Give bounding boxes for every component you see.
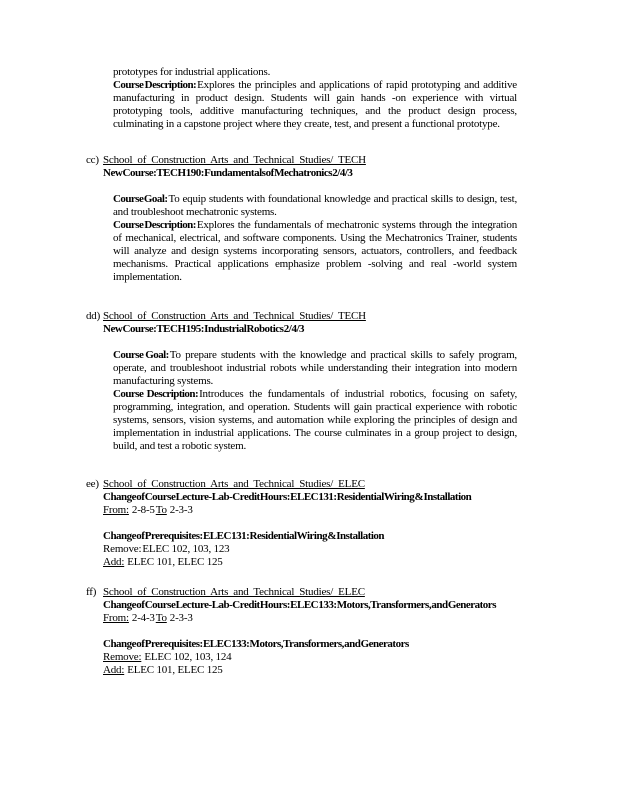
section-ee-remove-line [103,543,618,556]
section-dd-new-course-line: New Course: TECH 195: Industrial Robotics 2/ 4/3 [103,323,305,335]
section-ee-change-prereq-line: Change of Prerequisites: ELEC 131: Residential Wiring & Installation [103,530,385,542]
section-ff-change-course-line: Change of Course Lecture-Lab-Credit Hours: ELEC 133: Motors, Transformers, and Generators [103,599,496,611]
course-goal-text: To equip students with foundational knowledge and practical skills to design, test, and troubleshoot mechatronic systems. [113,193,517,218]
section-dd-school-header: School of Construction Arts and Technical Studies/ TECH [103,310,366,322]
intro-description [113,79,517,131]
section-ff-label: ff) [86,586,97,598]
spacer [103,336,618,349]
course-description-label: Course Description: [113,219,196,231]
add-label: Add: [103,556,125,568]
section-ee-add-line [103,556,618,569]
to-label: To [155,504,167,516]
course-description-label: Course Description: [113,79,197,91]
add-label: Add: [103,664,125,676]
section-dd-goal-paragraph [113,349,517,388]
section-ff-add-line [103,664,618,677]
section-ee-label: ee) [86,478,99,490]
from-label: From: [103,504,129,516]
spacer [103,625,618,638]
course-goal-label: Course Goal: [113,349,169,361]
section-ff-header-row [86,586,618,599]
to-label: To [155,612,167,624]
section-ee-header-row [86,478,618,491]
from-label: From: [103,612,129,624]
to-value: 2-3-3 [169,504,193,516]
course-description-text: Introduces the fundamentals of industrial robotics, focusing on safety, programming, integration, and operation. Students will gain practical experience with robotic systems, sensors, vision systems, and automation while exploring the principles of design and implementation in industrial applications. The course culminates in a group project to design, build, and test a robotic system. [113,388,518,452]
section-ee-from-to-line [103,504,618,517]
section-ee-change-course-line: Change of Course Lecture-Lab-Credit Hours: ELEC 131: Residential Wiring & Installation [103,491,472,503]
section-ff-from-to-line [103,612,618,625]
section-dd [86,310,618,453]
section-cc-new-course-line: New Course: TECH 190: Fundamentals of Mechatronics 2/4/3 [103,167,353,179]
remove-value: ELEC 102, 103, 124 [144,651,232,663]
section-ee-school-header: School of Construction Arts and Technical Studies/ ELEC [103,478,365,490]
from-value: 2-4-3 [131,612,155,624]
spacer [103,517,618,530]
course-goal-label: Course Goal: [113,193,168,205]
course-description-text: Explores the fundamentals of mechatronic systems through the integration of mechanical, electrical, and software components. Using the Mechatronics Trainer, students will analyze and design systems incorporating sensors, actuators, controllers, and feedback mechanisms. Practical applications emphasize problem -solving and real -world system implementation. [113,219,517,283]
section-ff-remove-line [103,651,618,664]
section-cc-description-paragraph [113,219,517,284]
section-cc-school-header: School of Construction Arts and Technical Studies/ TECH [103,154,366,166]
section-dd-description-paragraph [113,388,517,453]
intro-continuation-line: prototypes for industrial applications. [113,66,271,78]
to-value: 2-3-3 [169,612,193,624]
section-dd-label: dd) [86,310,101,322]
section-cc [86,154,618,284]
section-dd-header-row [86,310,618,323]
from-value: 2-8-5 [131,504,155,516]
remove-value: ELEC 102, 103, 123 [142,543,230,555]
section-cc-label: cc) [86,154,99,166]
spacer [103,180,618,193]
intro-paragraph [113,66,517,131]
section-cc-header-row [86,154,618,167]
section-ee [86,478,618,569]
remove-label: Remove: [103,651,142,663]
add-value: ELEC 101, ELEC 125 [127,664,223,676]
course-description-text: Explores the principles and applications of rapid prototyping and additive manufacturing in product design. Students will gain hands -on experience with virtual prototyping tools, additive manufacturing techniques, and the product design process, culminating in a capstone project where they create, test, and present a functional prototype. [113,79,517,130]
course-goal-text: To prepare students with the knowledge and practical skills to safely program, operate, and troubleshoot industrial robots while understanding their integration into modern manufacturing systems. [113,349,517,387]
remove-label: Remove: [103,543,142,555]
section-ff [86,586,618,677]
course-description-label: Course Description: [113,388,199,400]
add-value: ELEC 101, ELEC 125 [127,556,223,568]
section-cc-goal-paragraph [113,193,517,219]
section-ff-school-header: School of Construction Arts and Technical Studies/ ELEC [103,586,365,598]
section-ff-change-prereq-line: Change of Prerequisites: ELEC 133: Motors, Transformers, and Generators [103,638,409,650]
